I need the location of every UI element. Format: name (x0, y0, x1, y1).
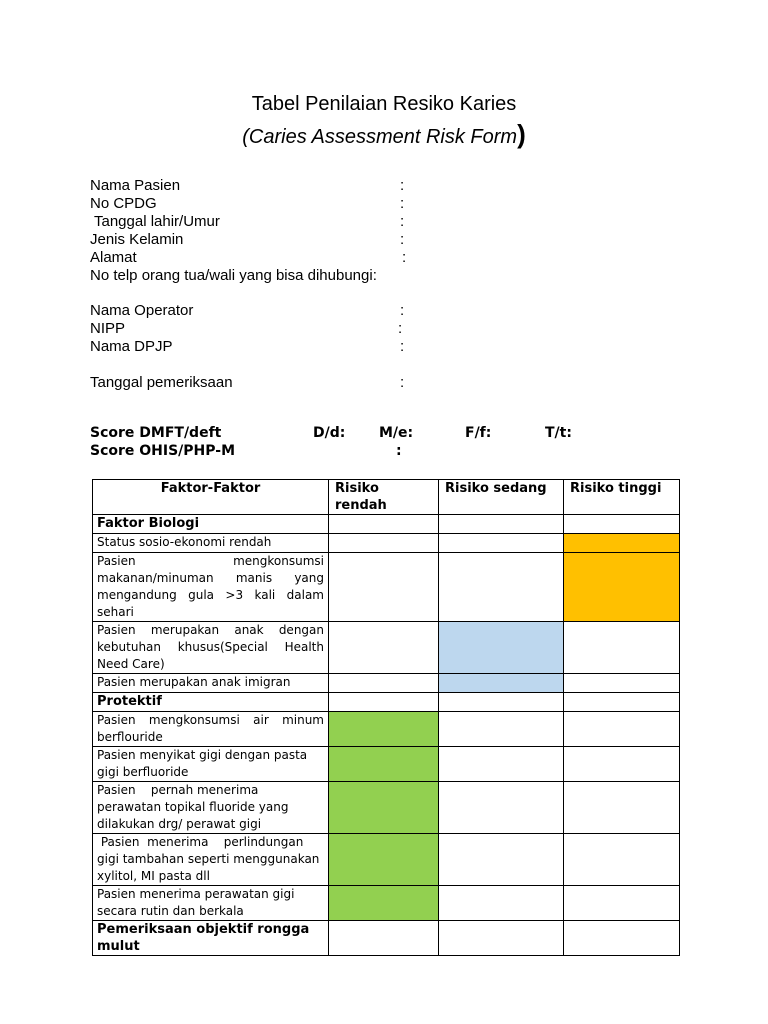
table-cell (564, 921, 680, 956)
score-dmft-label: Score DMFT/deft (90, 425, 222, 441)
field-nama-pasien (90, 177, 420, 195)
table-row (93, 747, 680, 782)
row-factor: Pasien mengkonsumsi makanan/minuman manis yang mengandung gula >3 kali dalam sehari (93, 553, 329, 622)
high-risk-cell (564, 534, 680, 553)
table-cell (439, 515, 564, 534)
low-risk-cell (329, 712, 439, 747)
field-no-telp (90, 267, 420, 285)
header-risiko-tinggi: Risiko tinggi (564, 480, 680, 515)
field-label: Tanggal pemeriksaan (90, 374, 233, 391)
table-row (93, 712, 680, 747)
table-cell (439, 782, 564, 834)
table-cell (439, 921, 564, 956)
row-factor: Status sosio-ekonomi rendah (93, 534, 329, 553)
field-label: Jenis Kelamin (90, 231, 184, 248)
table-cell (564, 515, 680, 534)
field-colon: : (398, 320, 403, 337)
table-cell (329, 553, 439, 622)
table-cell (439, 693, 564, 712)
table-cell (439, 747, 564, 782)
field-colon: : (402, 249, 407, 266)
table-cell (564, 693, 680, 712)
field-label: Nama DPJP (90, 338, 173, 355)
field-colon: : (400, 302, 405, 319)
table-cell (564, 834, 680, 886)
medium-risk-cell (439, 622, 564, 674)
header-risiko-sedang: Risiko sedang (439, 480, 564, 515)
table-row (93, 534, 680, 553)
header-risiko-rendah: Risiko rendah (329, 480, 439, 515)
table-cell (329, 693, 439, 712)
table-row (93, 622, 680, 674)
table-cell (439, 834, 564, 886)
row-factor: Pasien pernah menerima perawatan topikal fluoride yang dilakukan drg/ perawat gigi (93, 782, 329, 834)
field-label: Nama Operator (90, 302, 194, 319)
field-alamat (90, 249, 420, 267)
field-label: No telp orang tua/wali yang bisa dihubungi: (90, 267, 377, 284)
table-cell (329, 622, 439, 674)
row-factor: Pasien menerima perlindungan gigi tambahan seperti menggunakan xylitol, MI pasta dll (93, 834, 329, 886)
table-row (93, 782, 680, 834)
table-cell (329, 515, 439, 534)
table-cell (439, 712, 564, 747)
field-colon: : (400, 231, 405, 248)
score-f: F/f: (465, 425, 492, 441)
table-row (93, 834, 680, 886)
page-subtitle (0, 120, 768, 151)
section-row (93, 921, 680, 956)
row-factor: Pasien merupakan anak dengan kebutuhan khusus(Special Health Need Care) (93, 622, 329, 674)
field-nama-dpjp (90, 338, 420, 356)
low-risk-cell (329, 747, 439, 782)
field-no-cpdg (90, 195, 420, 213)
table-cell (564, 674, 680, 693)
table-cell (564, 747, 680, 782)
field-colon: : (400, 195, 405, 212)
table-cell (329, 921, 439, 956)
row-factor: Pasien merupakan anak imigran (93, 674, 329, 693)
low-risk-cell (329, 886, 439, 921)
section-faktor-biologi: Faktor Biologi (93, 515, 329, 534)
table-cell (439, 553, 564, 622)
table-header-row (93, 480, 680, 515)
score-d: D/d: (313, 425, 346, 441)
field-tanggal-pemeriksaan (90, 374, 420, 392)
score-dmft-row (90, 424, 610, 442)
section-pemeriksaan: Pemeriksaan objektif rongga mulut (93, 921, 329, 956)
field-colon: : (400, 213, 405, 230)
score-ohis-colon: : (396, 443, 402, 459)
low-risk-cell (329, 834, 439, 886)
score-ohis-label: Score OHIS/PHP-M (90, 443, 236, 459)
row-factor: Pasien mengkonsumsi air minum berflouride (93, 712, 329, 747)
field-label: NIPP (90, 320, 126, 337)
table-cell (564, 712, 680, 747)
field-jenis-kelamin (90, 231, 420, 249)
field-label: No CPDG (90, 195, 157, 212)
table-row (93, 674, 680, 693)
risk-table (92, 479, 680, 956)
field-colon: : (400, 374, 405, 391)
field-nama-operator (90, 302, 420, 320)
high-risk-cell (564, 553, 680, 622)
patient-info-fields (90, 177, 420, 392)
field-label: Tanggal lahir/Umur (94, 213, 220, 230)
field-nipp (90, 320, 420, 338)
table-row (93, 553, 680, 622)
field-colon: : (400, 338, 405, 355)
subtitle-close-paren: ) (517, 119, 526, 149)
table-row (93, 886, 680, 921)
field-label: Alamat (90, 249, 137, 266)
score-t: T/t: (545, 425, 572, 441)
table-cell (564, 886, 680, 921)
score-m: M/e: (379, 425, 414, 441)
header-faktor: Faktor-Faktor (93, 480, 329, 515)
field-tanggal-lahir (90, 213, 420, 231)
row-factor: Pasien menerima perawatan gigi secara rutin dan berkala (93, 886, 329, 921)
section-protektif: Protektif (93, 693, 329, 712)
field-colon: : (400, 177, 405, 194)
score-section (90, 424, 610, 460)
table-cell (564, 622, 680, 674)
page-title: Tabel Penilaian Resiko Karies (251, 93, 517, 115)
section-row (93, 515, 680, 534)
table-cell (564, 782, 680, 834)
score-ohis-row (90, 442, 610, 460)
table-cell (329, 534, 439, 553)
medium-risk-cell (439, 674, 564, 693)
table-cell (329, 674, 439, 693)
low-risk-cell (329, 782, 439, 834)
row-factor: Pasien menyikat gigi dengan pasta gigi berfluoride (93, 747, 329, 782)
table-cell (439, 886, 564, 921)
subtitle-text: (Caries Assessment Risk Form (242, 126, 518, 148)
table-cell (439, 534, 564, 553)
field-label: Nama Pasien (90, 177, 181, 194)
section-row (93, 693, 680, 712)
